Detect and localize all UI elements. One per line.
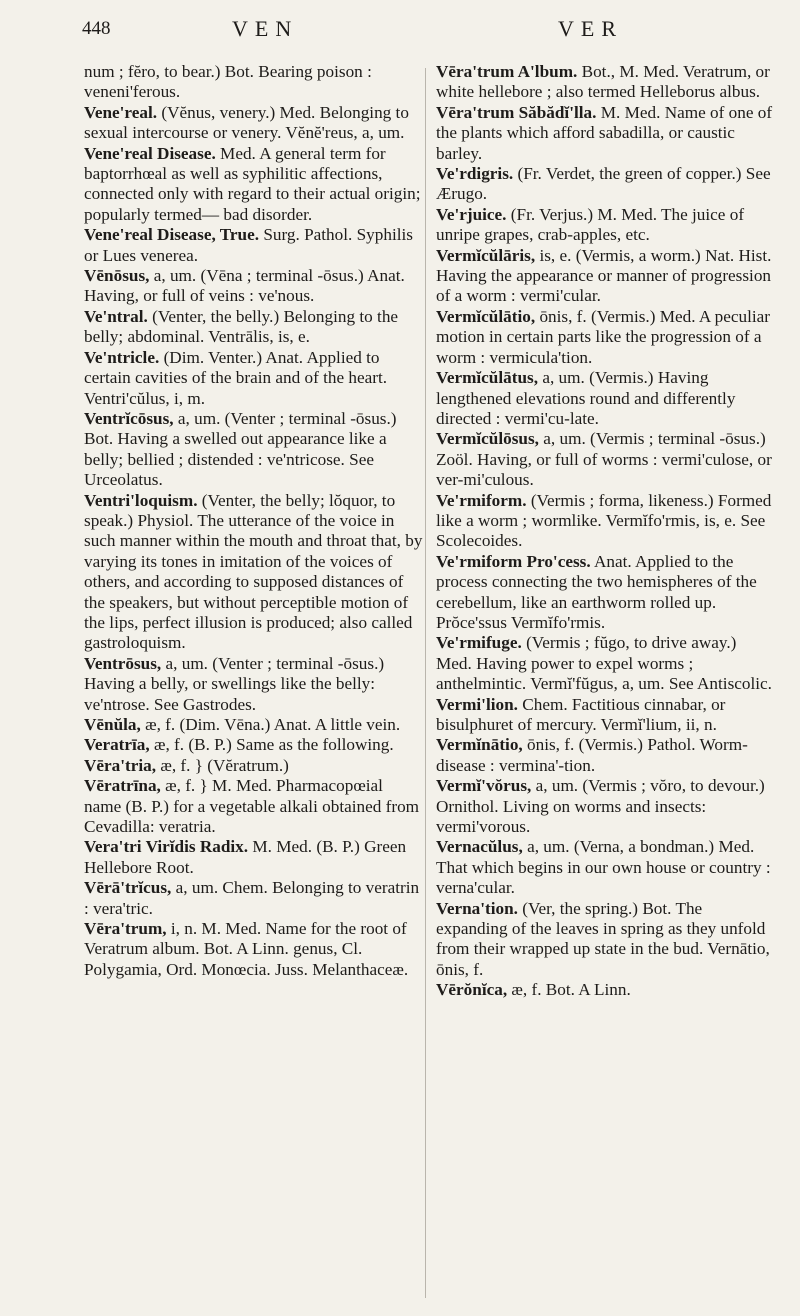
entry-headword: Vēra'trum Săbădĭ'lla. — [436, 102, 597, 122]
entry-definition: a, um. (Verna, a bondman.) Med. That which begins in our own house or country : verna'cular. — [436, 837, 771, 898]
dictionary-entry — [84, 837, 424, 878]
dictionary-entry — [436, 429, 776, 490]
entry-headword: Vērā'trĭcus, — [84, 878, 172, 898]
dictionary-entry — [436, 103, 776, 164]
entry-definition: Surg. Pathol. Syphilis or Lues venerea. — [84, 225, 413, 265]
entry-headword: Vērŏnĭca, — [436, 980, 508, 1000]
dictionary-entry — [436, 695, 776, 736]
entry-definition: æ, f. (B. P.) Same as the following. — [149, 735, 394, 755]
column-divider — [425, 68, 426, 1298]
dictionary-entry — [84, 348, 424, 409]
dictionary-entry — [84, 776, 424, 837]
entry-headword: Vermi'lion. — [436, 694, 518, 714]
entry-definition: Med. A general term for baptorrhœal as well as syphilitic affections, connected only with regard to their actual origin; popularly termed— bad disorder. — [84, 143, 421, 224]
right-column — [436, 62, 776, 1001]
entry-headword: Ve'rmiform. — [436, 490, 527, 510]
dictionary-entry — [436, 735, 776, 776]
entry-headword: Verna'tion. — [436, 898, 518, 918]
entry-headword: Vēra'trum A'lbum. — [436, 62, 578, 81]
dictionary-entry — [84, 225, 424, 266]
dictionary-entry — [84, 103, 424, 144]
entry-definition: a, um. (Vermis ; vŏro, to devour.) Ornithol. Living on worms and insects: vermi'vorous. — [436, 776, 765, 837]
dictionary-entry — [84, 919, 424, 980]
page-header — [0, 16, 800, 48]
dictionary-entry — [436, 246, 776, 307]
entry-headword: Vene'real Disease. — [84, 143, 216, 163]
entry-headword: Vēnŭla, — [84, 715, 141, 734]
dictionary-entry — [84, 756, 424, 776]
entry-headword: Ventrĭcōsus, — [84, 408, 174, 428]
dictionary-entry — [436, 164, 776, 205]
entry-headword: Vēra'trum, — [84, 919, 167, 939]
entry-definition: Bot., M. Med. Veratrum, or white hellebore ; also termed Helleborus albus. — [436, 62, 770, 102]
dictionary-entry — [84, 266, 424, 307]
entry-definition: (Vermis ; forma, likeness.) Formed like a worm ; wormlike. Vermĭfo'rmis, is, e. See Scolecoides. — [436, 490, 772, 551]
entry-headword: Vēnōsus, — [84, 266, 150, 286]
entry-headword: Ve'rjuice. — [436, 204, 507, 224]
dictionary-entry — [436, 62, 776, 103]
entry-headword: Vermĭ'vŏrus, — [436, 776, 532, 796]
dictionary-entry — [436, 837, 776, 898]
entry-headword: Vera'tri Virĭdis Radix. — [84, 837, 249, 857]
dictionary-entry — [84, 715, 424, 735]
entry-definition: i, n. M. Med. Name for the root of Veratrum album. Bot. A Linn. genus, Cl. Polygamia, Ord. Monœcia. Juss. Melanthaceæ. — [84, 919, 409, 979]
entry-headword: Ve'ntral. — [84, 306, 148, 326]
entry-definition: æ, f. (Dim. Vēna.) Anat. A little vein. — [140, 715, 401, 734]
dictionary-entry — [84, 735, 424, 755]
dictionary-entry — [436, 491, 776, 552]
entry-definition: a, um. (Venter ; terminal -ōsus.) Having a belly, or swellings like the belly: ve'ntrose. See Gastrodes. — [84, 653, 385, 714]
right-running-head: VER — [558, 16, 623, 41]
entry-definition: (Vermis ; fŭgo, to drive away.) Med. Having power to expel worms ; anthelmintic. Vermĭ'fŭgus, a, um. See Antiscolic. — [436, 633, 772, 694]
entry-headword: Vene'real. — [84, 102, 158, 122]
entry-headword: Vermĭcŭlātus, — [436, 368, 539, 388]
entry-definition: (Venter, the belly.) Belonging to the belly; abdominal. Ventrālis, is, e. — [84, 306, 399, 347]
entry-definition: is, e. (Vermis, a worm.) Nat. Hist. Having the appearance or manner of progression of a worm : vermi'cular. — [436, 245, 772, 306]
left-running-head: VEN — [232, 16, 299, 41]
entry-headword: Vermĭcŭlōsus, — [436, 429, 539, 449]
entry-definition: a, um. (Venter ; terminal -ōsus.) Bot. Having a swelled out appearance like a belly; bellied ; distended : ve'ntricose. See Urceolatus. — [84, 408, 397, 490]
entry-headword: Vermĭcŭlāris, — [436, 245, 536, 265]
dictionary-entry — [436, 899, 776, 981]
entry-definition: num ; fĕro, to bear.) Bot. Bearing poison : veneni'ferous. — [84, 62, 372, 102]
entry-definition: ōnis, f. (Vermis.) Pathol. Worm-disease : vermina'-tion. — [436, 735, 748, 775]
entry-definition: Anat. Applied to the process connecting the two hemispheres of the cerebellum, like an earthworm rolled up. Prŏce'ssus Vermĭfo'rmis. — [436, 551, 757, 632]
dictionary-entry — [436, 633, 776, 694]
entry-headword: Ventri'loquism. — [84, 490, 198, 510]
entry-definition: (Ver, the spring.) Bot. The expanding of the leaves in spring as they unfold from their wrapped up state in the bud. Vernātio, ōnis, f. — [436, 898, 770, 979]
entry-definition: æ, f. } (Vĕratrum.) — [156, 755, 289, 775]
entry-headword: Vēra'tria, — [84, 755, 157, 775]
dictionary-entry — [436, 205, 776, 246]
entry-headword: Vene'real Disease, True. — [84, 225, 260, 245]
entry-headword: Ve'rdigris. — [436, 164, 514, 184]
dictionary-entry — [84, 144, 424, 226]
entry-headword: Vēratrīna, — [84, 776, 161, 796]
entry-definition: ōnis, f. (Vermis.) Med. A peculiar motion in certain parts like the progression of a worm : vermicula'tion. — [436, 306, 770, 367]
entry-definition: a, um. Chem. Belonging to veratrin : vera'tric. — [84, 878, 420, 918]
dictionary-entry — [436, 552, 776, 634]
entry-definition: M. Med. (B. P.) Green Hellebore Root. — [84, 837, 407, 877]
entry-definition: (Fr. Verdet, the green of copper.) See Ærugo. — [436, 164, 771, 204]
dictionary-entry — [436, 776, 776, 837]
left-column — [84, 62, 424, 980]
entry-definition: æ, f. Bot. A Linn. — [507, 980, 631, 1000]
entry-headword: Vermĭcŭlātio, — [436, 306, 536, 326]
dictionary-entry — [84, 307, 424, 348]
entry-definition: Chem. Factitious cinnabar, or bisulphuret of mercury. Vermĭ'lium, ii, n. — [436, 694, 726, 734]
entry-definition: a, um. (Vermis.) Having lengthened elevations round and differently directed : vermi'cu-late. — [436, 368, 736, 428]
dictionary-entry — [436, 307, 776, 368]
dictionary-entry — [84, 654, 424, 715]
entry-definition: a, um. (Vēna ; terminal -ōsus.) Anat. Having, or full of veins : ve'nous. — [84, 266, 405, 306]
entry-headword: Ve'rmifuge. — [436, 633, 522, 653]
entry-definition: a, um. (Vermis ; terminal -ōsus.) Zoöl. Having, or full of worms : vermi'culose, or ver-mi'culous. — [436, 429, 772, 490]
entry-definition: (Dim. Venter.) Anat. Applied to certain cavities of the brain and of the heart. Ventri'cŭlus, i, m. — [84, 347, 388, 408]
entry-headword: Ve'ntricle. — [84, 347, 160, 367]
entry-headword: Ve'rmiform Pro'cess. — [436, 551, 591, 571]
entry-headword: Veratrīa, — [84, 735, 150, 755]
entry-definition: æ, f. } M. Med. Pharmacopœial name (B. P.) for a vegetable alkali obtained from Cevadilla: veratria. — [84, 776, 420, 837]
dictionary-entry — [84, 878, 424, 919]
entry-headword: Ventrōsus, — [84, 653, 162, 673]
page-number: 448 — [82, 18, 111, 39]
entry-definition: (Vĕnus, venery.) Med. Belonging to sexual intercourse or venery. Vĕnĕ'reus, a, um. — [84, 102, 409, 143]
entry-headword: Vermĭnātio, — [436, 735, 523, 755]
dictionary-entry — [84, 62, 424, 103]
entry-headword: Vernacŭlus, — [436, 837, 523, 857]
entry-definition: M. Med. Name of one of the plants which afford sabadilla, or caustic barley. — [436, 102, 773, 163]
dictionary-entry — [84, 491, 424, 654]
entry-definition: (Fr. Verjus.) M. Med. The juice of unripe grapes, crab-apples, etc. — [436, 204, 745, 245]
dictionary-entry — [436, 980, 776, 1000]
entry-definition: (Venter, the belly; lŏquor, to speak.) Physiol. The utterance of the voice in such manner within the mouth and throat that, by varying its tones in imitation of the voices of others, and according to supposed distances of the speakers, but without perceptible motion of the lips, perfect illusion is produced; also called gastroloquism. — [84, 490, 423, 653]
dictionary-entry — [84, 409, 424, 491]
dictionary-entry — [436, 368, 776, 429]
